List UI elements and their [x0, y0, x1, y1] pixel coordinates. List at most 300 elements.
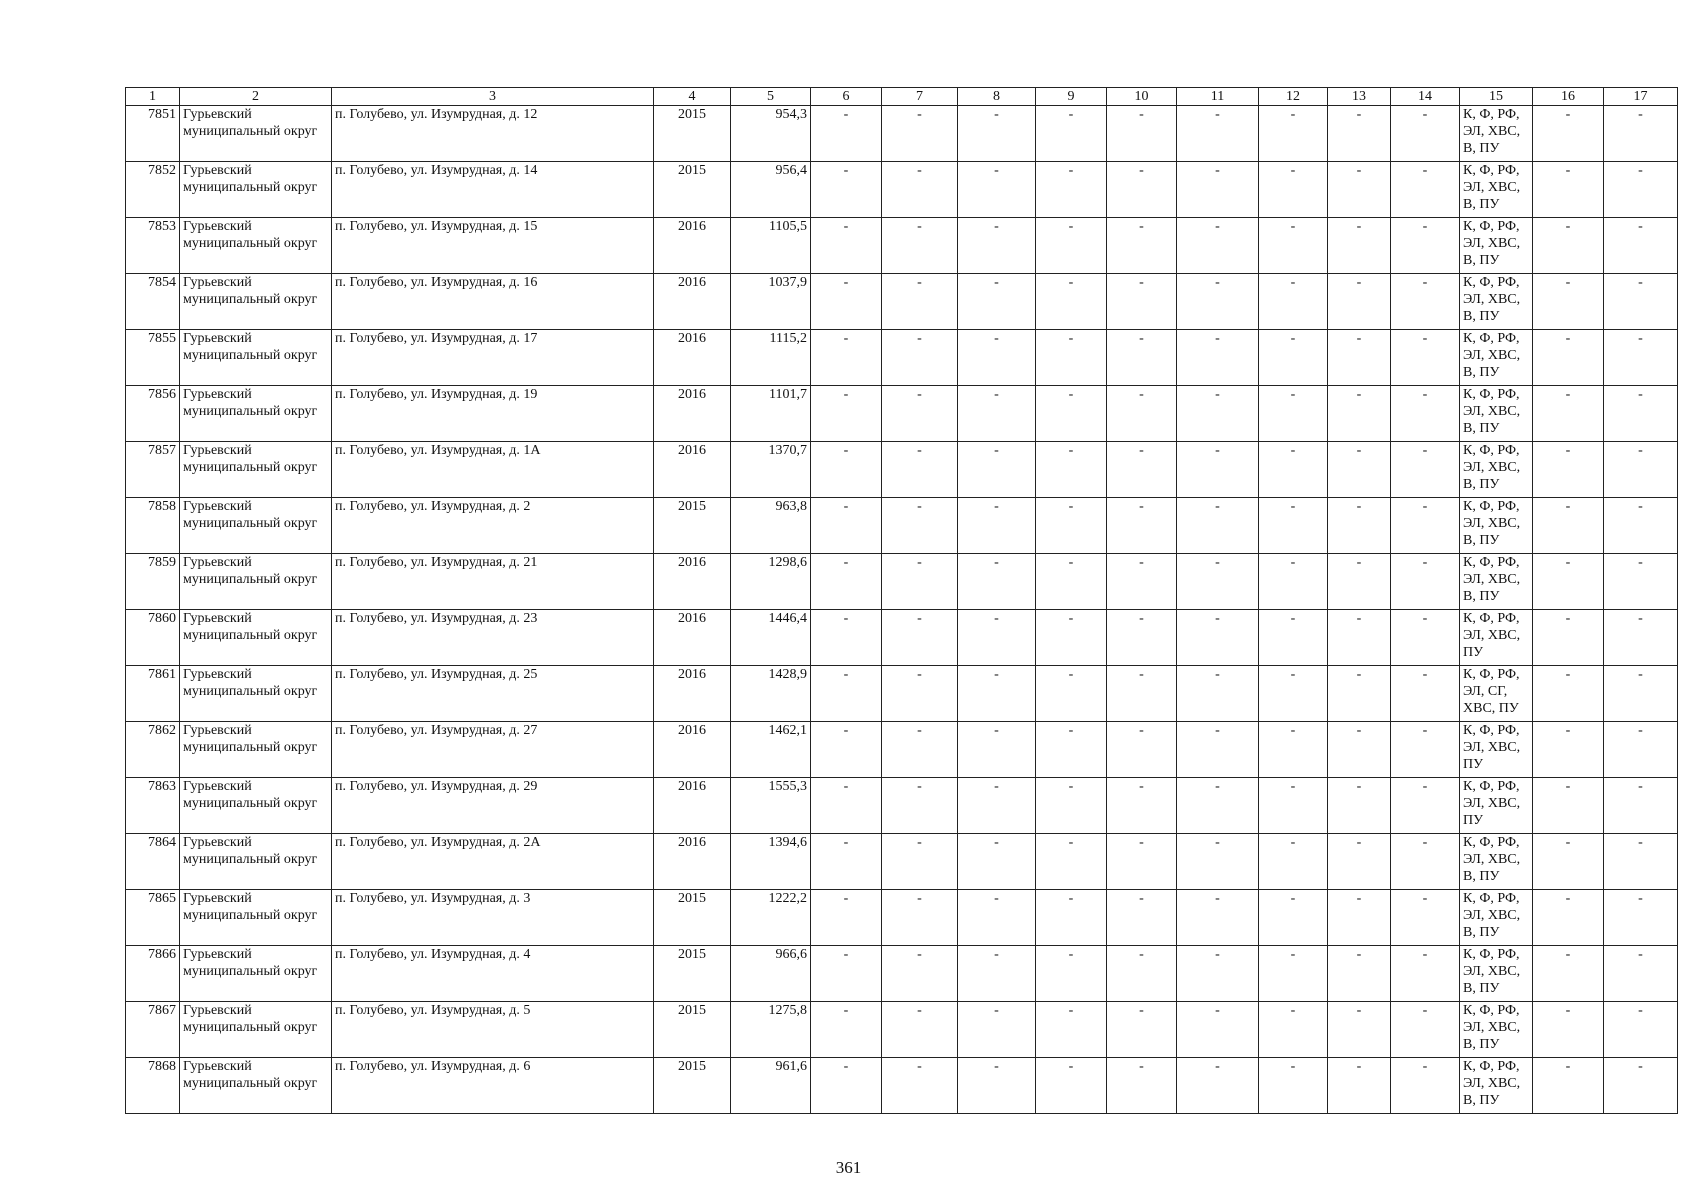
empty-value-cell: - [1107, 778, 1177, 834]
empty-value-cell: - [1036, 946, 1107, 1002]
empty-value-cell: - [1533, 274, 1604, 330]
row-number-cell: 7863 [126, 778, 180, 834]
empty-value-cell: - [1259, 778, 1328, 834]
row-number-cell: 7867 [126, 1002, 180, 1058]
empty-value-cell: - [958, 1058, 1036, 1114]
empty-value-cell: - [1604, 890, 1678, 946]
empty-value-cell: - [1391, 890, 1460, 946]
empty-value-cell: - [1177, 610, 1259, 666]
municipality-cell: Гурьевский муниципальный округ [180, 442, 332, 498]
column-header: 10 [1107, 88, 1177, 106]
row-number-cell: 7851 [126, 106, 180, 162]
table-row [126, 834, 1678, 890]
empty-value-cell: - [958, 330, 1036, 386]
empty-value-cell: - [882, 1058, 958, 1114]
services-cell: К, Ф, РФ, ЭЛ, ХВС, В, ПУ [1460, 946, 1533, 1002]
year-cell: 2016 [654, 834, 731, 890]
empty-value-cell: - [1036, 1058, 1107, 1114]
empty-value-cell: - [1391, 442, 1460, 498]
municipality-cell: Гурьевский муниципальный округ [180, 554, 332, 610]
empty-value-cell: - [958, 722, 1036, 778]
empty-value-cell: - [1036, 554, 1107, 610]
empty-value-cell: - [882, 386, 958, 442]
row-number-cell: 7859 [126, 554, 180, 610]
empty-value-cell: - [1391, 666, 1460, 722]
column-header: 8 [958, 88, 1036, 106]
empty-value-cell: - [1328, 442, 1391, 498]
row-number-cell: 7861 [126, 666, 180, 722]
services-cell: К, Ф, РФ, ЭЛ, ХВС, В, ПУ [1460, 386, 1533, 442]
empty-value-cell: - [1604, 274, 1678, 330]
empty-value-cell: - [1259, 106, 1328, 162]
empty-value-cell: - [1391, 946, 1460, 1002]
empty-value-cell: - [1391, 554, 1460, 610]
empty-value-cell: - [1604, 330, 1678, 386]
empty-value-cell: - [1036, 442, 1107, 498]
header-row [126, 88, 1678, 106]
empty-value-cell: - [811, 890, 882, 946]
row-number-cell: 7866 [126, 946, 180, 1002]
municipality-cell: Гурьевский муниципальный округ [180, 498, 332, 554]
empty-value-cell: - [1604, 1058, 1678, 1114]
address-cell: п. Голубево, ул. Изумрудная, д. 6 [332, 1058, 654, 1114]
empty-value-cell: - [1259, 834, 1328, 890]
empty-value-cell: - [1036, 162, 1107, 218]
empty-value-cell: - [1177, 666, 1259, 722]
table-row [126, 946, 1678, 1002]
empty-value-cell: - [1328, 498, 1391, 554]
empty-value-cell: - [958, 610, 1036, 666]
municipality-cell: Гурьевский муниципальный округ [180, 946, 332, 1002]
empty-value-cell: - [1391, 722, 1460, 778]
empty-value-cell: - [1259, 330, 1328, 386]
empty-value-cell: - [1177, 554, 1259, 610]
empty-value-cell: - [958, 946, 1036, 1002]
address-cell: п. Голубево, ул. Изумрудная, д. 17 [332, 330, 654, 386]
empty-value-cell: - [1107, 1002, 1177, 1058]
empty-value-cell: - [1391, 330, 1460, 386]
empty-value-cell: - [958, 1002, 1036, 1058]
area-cell: 1222,2 [731, 890, 811, 946]
column-header: 17 [1604, 88, 1678, 106]
address-cell: п. Голубево, ул. Изумрудная, д. 5 [332, 1002, 654, 1058]
table-row [126, 106, 1678, 162]
area-cell: 1275,8 [731, 1002, 811, 1058]
municipality-cell: Гурьевский муниципальный округ [180, 890, 332, 946]
table-row [126, 554, 1678, 610]
empty-value-cell: - [882, 442, 958, 498]
empty-value-cell: - [1177, 330, 1259, 386]
empty-value-cell: - [1036, 330, 1107, 386]
empty-value-cell: - [811, 274, 882, 330]
empty-value-cell: - [1107, 1058, 1177, 1114]
area-cell: 1428,9 [731, 666, 811, 722]
year-cell: 2015 [654, 498, 731, 554]
empty-value-cell: - [1391, 834, 1460, 890]
empty-value-cell: - [1177, 274, 1259, 330]
municipality-cell: Гурьевский муниципальный округ [180, 834, 332, 890]
column-header: 16 [1533, 88, 1604, 106]
empty-value-cell: - [1177, 162, 1259, 218]
table-row [126, 666, 1678, 722]
empty-value-cell: - [882, 890, 958, 946]
empty-value-cell: - [1533, 218, 1604, 274]
empty-value-cell: - [811, 554, 882, 610]
empty-value-cell: - [1328, 834, 1391, 890]
empty-value-cell: - [811, 666, 882, 722]
row-number-cell: 7865 [126, 890, 180, 946]
empty-value-cell: - [1259, 218, 1328, 274]
empty-value-cell: - [1036, 106, 1107, 162]
area-cell: 1115,2 [731, 330, 811, 386]
address-cell: п. Голубево, ул. Изумрудная, д. 19 [332, 386, 654, 442]
empty-value-cell: - [882, 610, 958, 666]
empty-value-cell: - [1328, 722, 1391, 778]
empty-value-cell: - [1533, 1002, 1604, 1058]
empty-value-cell: - [1177, 834, 1259, 890]
empty-value-cell: - [1259, 890, 1328, 946]
empty-value-cell: - [1107, 498, 1177, 554]
empty-value-cell: - [1328, 554, 1391, 610]
table-row [126, 1002, 1678, 1058]
table-body [126, 106, 1678, 1114]
empty-value-cell: - [1107, 442, 1177, 498]
empty-value-cell: - [1328, 218, 1391, 274]
empty-value-cell: - [958, 498, 1036, 554]
address-cell: п. Голубево, ул. Изумрудная, д. 1А [332, 442, 654, 498]
area-cell: 1446,4 [731, 610, 811, 666]
empty-value-cell: - [1177, 442, 1259, 498]
municipality-cell: Гурьевский муниципальный округ [180, 666, 332, 722]
empty-value-cell: - [1177, 1002, 1259, 1058]
row-number-cell: 7853 [126, 218, 180, 274]
services-cell: К, Ф, РФ, ЭЛ, ХВС, В, ПУ [1460, 218, 1533, 274]
services-cell: К, Ф, РФ, ЭЛ, СГ, ХВС, ПУ [1460, 666, 1533, 722]
address-cell: п. Голубево, ул. Изумрудная, д. 21 [332, 554, 654, 610]
empty-value-cell: - [1177, 946, 1259, 1002]
empty-value-cell: - [1036, 1002, 1107, 1058]
empty-value-cell: - [1259, 554, 1328, 610]
empty-value-cell: - [1259, 666, 1328, 722]
table-row [126, 498, 1678, 554]
empty-value-cell: - [1259, 442, 1328, 498]
empty-value-cell: - [1107, 610, 1177, 666]
row-number-cell: 7862 [126, 722, 180, 778]
empty-value-cell: - [1604, 162, 1678, 218]
empty-value-cell: - [1107, 162, 1177, 218]
empty-value-cell: - [1533, 554, 1604, 610]
table-row [126, 330, 1678, 386]
empty-value-cell: - [882, 498, 958, 554]
empty-value-cell: - [1391, 386, 1460, 442]
empty-value-cell: - [958, 442, 1036, 498]
year-cell: 2016 [654, 722, 731, 778]
services-cell: К, Ф, РФ, ЭЛ, ХВС, ПУ [1460, 778, 1533, 834]
empty-value-cell: - [1107, 106, 1177, 162]
row-number-cell: 7858 [126, 498, 180, 554]
table-row [126, 386, 1678, 442]
empty-value-cell: - [1259, 722, 1328, 778]
empty-value-cell: - [1328, 106, 1391, 162]
empty-value-cell: - [1107, 834, 1177, 890]
area-cell: 954,3 [731, 106, 811, 162]
empty-value-cell: - [1036, 610, 1107, 666]
row-number-cell: 7855 [126, 330, 180, 386]
empty-value-cell: - [882, 554, 958, 610]
empty-value-cell: - [811, 946, 882, 1002]
empty-value-cell: - [1036, 386, 1107, 442]
services-cell: К, Ф, РФ, ЭЛ, ХВС, ПУ [1460, 610, 1533, 666]
empty-value-cell: - [1533, 946, 1604, 1002]
empty-value-cell: - [1604, 106, 1678, 162]
year-cell: 2015 [654, 890, 731, 946]
table-row [126, 610, 1678, 666]
empty-value-cell: - [1328, 1002, 1391, 1058]
empty-value-cell: - [882, 330, 958, 386]
address-cell: п. Голубево, ул. Изумрудная, д. 15 [332, 218, 654, 274]
empty-value-cell: - [1177, 106, 1259, 162]
empty-value-cell: - [1328, 666, 1391, 722]
address-cell: п. Голубево, ул. Изумрудная, д. 25 [332, 666, 654, 722]
empty-value-cell: - [1259, 274, 1328, 330]
empty-value-cell: - [882, 218, 958, 274]
services-cell: К, Ф, РФ, ЭЛ, ХВС, В, ПУ [1460, 890, 1533, 946]
municipality-cell: Гурьевский муниципальный округ [180, 778, 332, 834]
row-number-cell: 7868 [126, 1058, 180, 1114]
empty-value-cell: - [1604, 946, 1678, 1002]
empty-value-cell: - [1036, 778, 1107, 834]
municipality-cell: Гурьевский муниципальный округ [180, 610, 332, 666]
empty-value-cell: - [1259, 946, 1328, 1002]
area-cell: 1037,9 [731, 274, 811, 330]
empty-value-cell: - [1259, 162, 1328, 218]
empty-value-cell: - [1259, 1058, 1328, 1114]
empty-value-cell: - [811, 442, 882, 498]
year-cell: 2015 [654, 946, 731, 1002]
empty-value-cell: - [811, 106, 882, 162]
empty-value-cell: - [1533, 834, 1604, 890]
empty-value-cell: - [958, 274, 1036, 330]
empty-value-cell: - [811, 1002, 882, 1058]
empty-value-cell: - [1533, 610, 1604, 666]
area-cell: 1462,1 [731, 722, 811, 778]
empty-value-cell: - [1391, 1058, 1460, 1114]
column-header: 14 [1391, 88, 1460, 106]
area-cell: 1394,6 [731, 834, 811, 890]
services-cell: К, Ф, РФ, ЭЛ, ХВС, В, ПУ [1460, 442, 1533, 498]
table-row [126, 722, 1678, 778]
empty-value-cell: - [1391, 610, 1460, 666]
empty-value-cell: - [958, 386, 1036, 442]
empty-value-cell: - [1391, 274, 1460, 330]
row-number-cell: 7854 [126, 274, 180, 330]
registry-table [125, 87, 1678, 1114]
empty-value-cell: - [882, 722, 958, 778]
address-cell: п. Голубево, ул. Изумрудная, д. 16 [332, 274, 654, 330]
empty-value-cell: - [958, 218, 1036, 274]
empty-value-cell: - [1328, 386, 1391, 442]
page-number: 361 [835, 1158, 862, 1177]
municipality-cell: Гурьевский муниципальный округ [180, 106, 332, 162]
empty-value-cell: - [1604, 386, 1678, 442]
area-cell: 963,8 [731, 498, 811, 554]
empty-value-cell: - [1533, 1058, 1604, 1114]
services-cell: К, Ф, РФ, ЭЛ, ХВС, В, ПУ [1460, 162, 1533, 218]
municipality-cell: Гурьевский муниципальный округ [180, 386, 332, 442]
area-cell: 1105,5 [731, 218, 811, 274]
empty-value-cell: - [1107, 666, 1177, 722]
empty-value-cell: - [882, 1002, 958, 1058]
year-cell: 2016 [654, 218, 731, 274]
empty-value-cell: - [1107, 890, 1177, 946]
area-cell: 961,6 [731, 1058, 811, 1114]
empty-value-cell: - [811, 778, 882, 834]
empty-value-cell: - [1036, 890, 1107, 946]
empty-value-cell: - [1533, 666, 1604, 722]
empty-value-cell: - [1604, 442, 1678, 498]
year-cell: 2016 [654, 666, 731, 722]
empty-value-cell: - [1533, 498, 1604, 554]
services-cell: К, Ф, РФ, ЭЛ, ХВС, В, ПУ [1460, 554, 1533, 610]
empty-value-cell: - [1177, 778, 1259, 834]
empty-value-cell: - [1604, 554, 1678, 610]
municipality-cell: Гурьевский муниципальный округ [180, 330, 332, 386]
address-cell: п. Голубево, ул. Изумрудная, д. 23 [332, 610, 654, 666]
empty-value-cell: - [1328, 274, 1391, 330]
row-number-cell: 7860 [126, 610, 180, 666]
area-cell: 1555,3 [731, 778, 811, 834]
empty-value-cell: - [1328, 610, 1391, 666]
area-cell: 1370,7 [731, 442, 811, 498]
empty-value-cell: - [1533, 386, 1604, 442]
empty-value-cell: - [1604, 778, 1678, 834]
services-cell: К, Ф, РФ, ЭЛ, ХВС, В, ПУ [1460, 274, 1533, 330]
empty-value-cell: - [1259, 386, 1328, 442]
address-cell: п. Голубево, ул. Изумрудная, д. 14 [332, 162, 654, 218]
table-row [126, 890, 1678, 946]
empty-value-cell: - [1328, 946, 1391, 1002]
year-cell: 2016 [654, 442, 731, 498]
services-cell: К, Ф, РФ, ЭЛ, ХВС, В, ПУ [1460, 106, 1533, 162]
area-cell: 966,6 [731, 946, 811, 1002]
column-header: 15 [1460, 88, 1533, 106]
empty-value-cell: - [1328, 778, 1391, 834]
empty-value-cell: - [1177, 386, 1259, 442]
empty-value-cell: - [882, 162, 958, 218]
empty-value-cell: - [882, 946, 958, 1002]
empty-value-cell: - [1259, 1002, 1328, 1058]
column-header: 4 [654, 88, 731, 106]
row-number-cell: 7857 [126, 442, 180, 498]
empty-value-cell: - [1391, 218, 1460, 274]
empty-value-cell: - [958, 834, 1036, 890]
column-header: 5 [731, 88, 811, 106]
empty-value-cell: - [1036, 834, 1107, 890]
empty-value-cell: - [1604, 498, 1678, 554]
empty-value-cell: - [1107, 274, 1177, 330]
services-cell: К, Ф, РФ, ЭЛ, ХВС, В, ПУ [1460, 1058, 1533, 1114]
empty-value-cell: - [1036, 274, 1107, 330]
address-cell: п. Голубево, ул. Изумрудная, д. 27 [332, 722, 654, 778]
year-cell: 2015 [654, 106, 731, 162]
empty-value-cell: - [1259, 610, 1328, 666]
empty-value-cell: - [811, 834, 882, 890]
year-cell: 2016 [654, 330, 731, 386]
empty-value-cell: - [1107, 554, 1177, 610]
empty-value-cell: - [1391, 162, 1460, 218]
empty-value-cell: - [958, 554, 1036, 610]
empty-value-cell: - [1177, 1058, 1259, 1114]
empty-value-cell: - [882, 778, 958, 834]
row-number-cell: 7852 [126, 162, 180, 218]
year-cell: 2015 [654, 1002, 731, 1058]
empty-value-cell: - [1177, 498, 1259, 554]
row-number-cell: 7856 [126, 386, 180, 442]
column-header: 9 [1036, 88, 1107, 106]
empty-value-cell: - [958, 666, 1036, 722]
empty-value-cell: - [1391, 498, 1460, 554]
table-row [126, 274, 1678, 330]
table-row [126, 778, 1678, 834]
row-number-cell: 7864 [126, 834, 180, 890]
area-cell: 1101,7 [731, 386, 811, 442]
empty-value-cell: - [958, 106, 1036, 162]
empty-value-cell: - [1533, 330, 1604, 386]
empty-value-cell: - [1533, 442, 1604, 498]
year-cell: 2016 [654, 386, 731, 442]
empty-value-cell: - [882, 834, 958, 890]
table-row [126, 218, 1678, 274]
year-cell: 2015 [654, 162, 731, 218]
services-cell: К, Ф, РФ, ЭЛ, ХВС, ПУ [1460, 722, 1533, 778]
empty-value-cell: - [1604, 722, 1678, 778]
empty-value-cell: - [1036, 218, 1107, 274]
empty-value-cell: - [1391, 106, 1460, 162]
empty-value-cell: - [1604, 666, 1678, 722]
empty-value-cell: - [1328, 1058, 1391, 1114]
empty-value-cell: - [1036, 666, 1107, 722]
empty-value-cell: - [1036, 722, 1107, 778]
year-cell: 2016 [654, 778, 731, 834]
address-cell: п. Голубево, ул. Изумрудная, д. 3 [332, 890, 654, 946]
table-header [126, 88, 1678, 106]
empty-value-cell: - [1107, 218, 1177, 274]
empty-value-cell: - [1177, 218, 1259, 274]
empty-value-cell: - [1177, 722, 1259, 778]
empty-value-cell: - [811, 330, 882, 386]
table-row [126, 162, 1678, 218]
address-cell: п. Голубево, ул. Изумрудная, д. 29 [332, 778, 654, 834]
table-row [126, 442, 1678, 498]
empty-value-cell: - [811, 386, 882, 442]
column-header: 6 [811, 88, 882, 106]
empty-value-cell: - [1328, 162, 1391, 218]
column-header: 3 [332, 88, 654, 106]
empty-value-cell: - [958, 890, 1036, 946]
empty-value-cell: - [882, 666, 958, 722]
municipality-cell: Гурьевский муниципальный округ [180, 722, 332, 778]
column-header: 13 [1328, 88, 1391, 106]
empty-value-cell: - [1107, 330, 1177, 386]
address-cell: п. Голубево, ул. Изумрудная, д. 12 [332, 106, 654, 162]
empty-value-cell: - [1036, 498, 1107, 554]
empty-value-cell: - [1177, 890, 1259, 946]
services-cell: К, Ф, РФ, ЭЛ, ХВС, В, ПУ [1460, 834, 1533, 890]
column-header: 12 [1259, 88, 1328, 106]
services-cell: К, Ф, РФ, ЭЛ, ХВС, В, ПУ [1460, 1002, 1533, 1058]
municipality-cell: Гурьевский муниципальный округ [180, 162, 332, 218]
area-cell: 956,4 [731, 162, 811, 218]
